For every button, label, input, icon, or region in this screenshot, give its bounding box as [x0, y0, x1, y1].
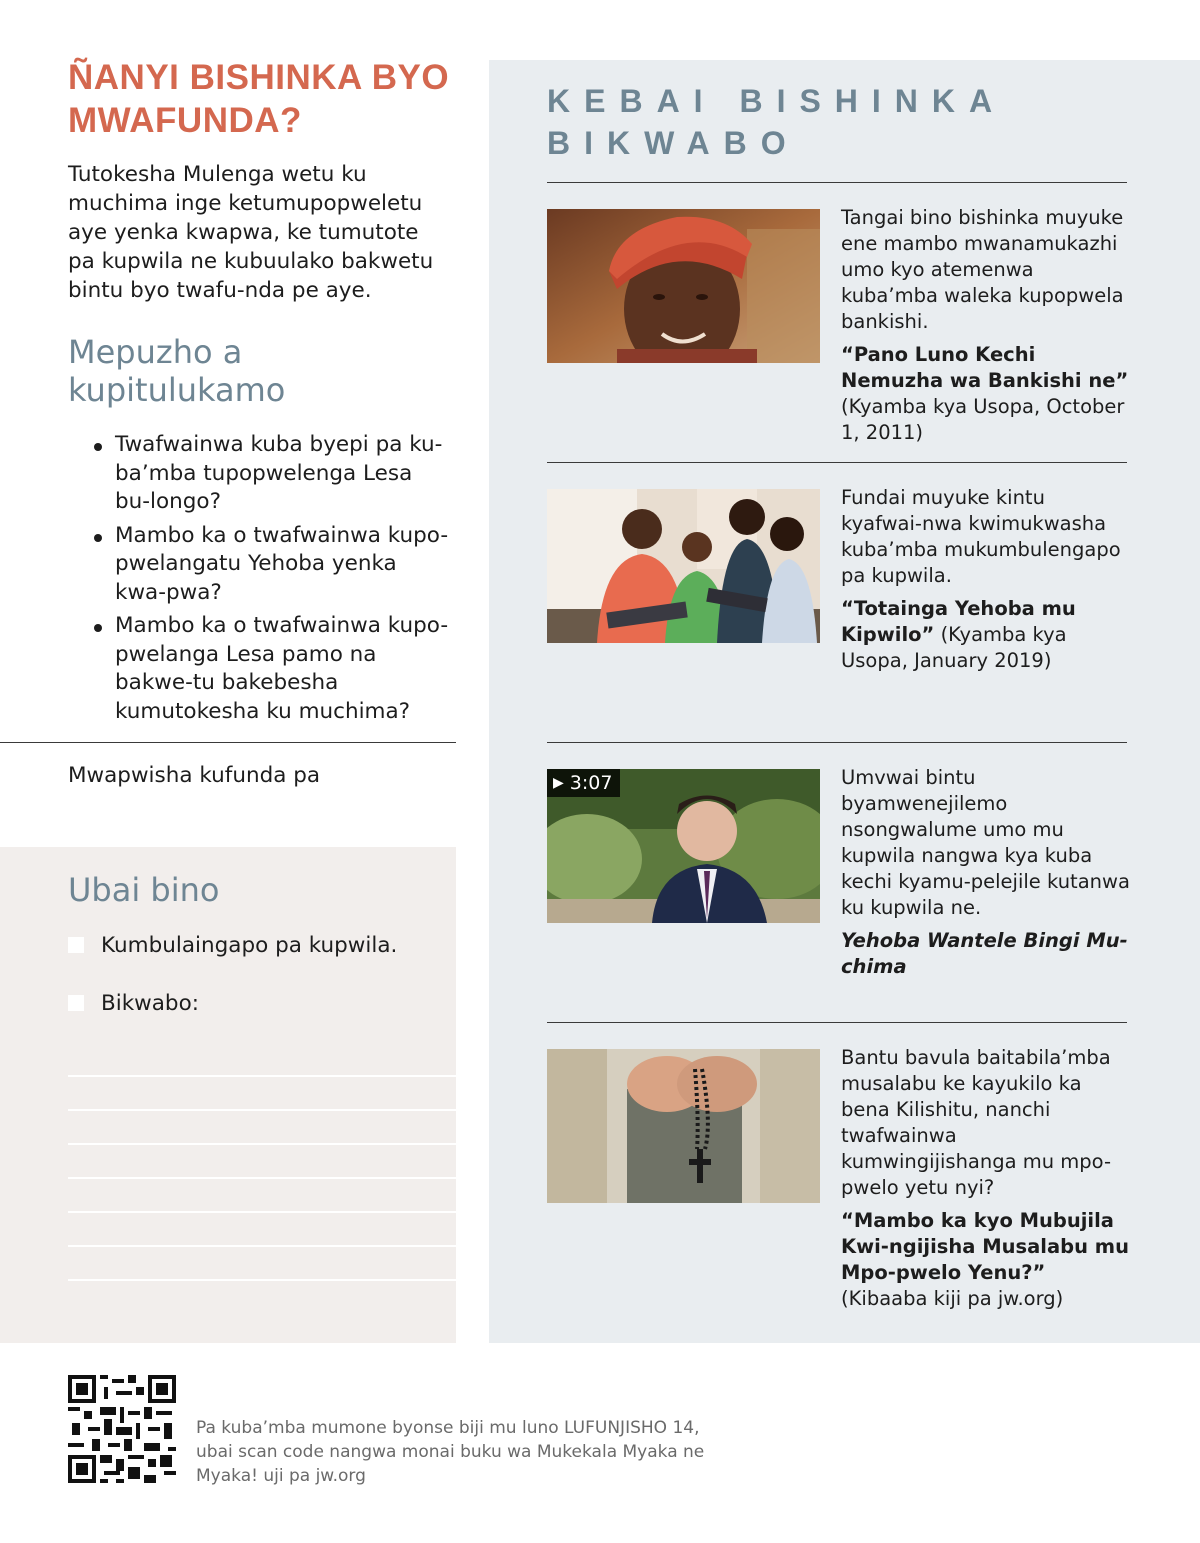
review-questions	[92, 431, 452, 731]
reference-title[interactable]: Yehoba Wantele Bingi Mu-chima	[841, 929, 1128, 978]
writing-line[interactable]	[68, 1279, 456, 1281]
reference-source: (Kyamba kya Usopa, January 2019)	[841, 623, 1067, 672]
divider	[547, 1022, 1127, 1023]
checkbox[interactable]	[68, 937, 84, 953]
review-question: Mambo ka o twafwainwa kupo-pwelangatu Yehoba yenka kwa-pwa?	[92, 522, 452, 608]
family-bible-study-photo[interactable]	[547, 489, 820, 643]
checklist-item-comment[interactable]	[68, 930, 397, 960]
card-description: Umvwai bintu byamwenejilemo nsongwalume umo mu kupwila nangwa kya kuba kechi kyamu-pelejile kutanwa ku kupwila ne.	[841, 766, 1130, 919]
divider	[0, 742, 456, 743]
card-reference[interactable]	[841, 1208, 1131, 1312]
divider	[547, 182, 1127, 183]
video-duration-badge[interactable]	[547, 769, 620, 797]
young-man-video-thumbnail[interactable]	[547, 769, 820, 923]
writing-line[interactable]	[68, 1245, 456, 1247]
writing-line[interactable]	[68, 1143, 456, 1145]
card-text	[841, 485, 1131, 674]
checkbox[interactable]	[68, 995, 84, 1011]
card-reference[interactable]	[841, 596, 1131, 674]
review-summary: Tutokesha Mulenga wetu ku muchima inge ketumupopweletu aye yenka kwapwa, ke tumutote pa kupwila ne kubuulako bakwetu bintu byo twafu-nda pe aye.	[68, 162, 434, 303]
reference-source: (Kibaaba kiji pa jw.org)	[841, 1287, 1064, 1310]
checklist-label: Bikwabo:	[101, 990, 199, 1016]
footer-note: Pa kuba’mba mumone byonse biji mu luno LUFUNJISHO 14, ubai scan code nangwa monai buku wa Mukekala Myaka ne Myaka! uji pa jw.org	[196, 1418, 705, 1486]
card-description: Fundai muyuke kintu kyafwai-nwa kwimukwasha kuba’mba mukumbulengapo pa kupwila.	[841, 486, 1121, 587]
elderly-woman-photo[interactable]	[547, 209, 820, 363]
writing-line[interactable]	[68, 1075, 456, 1077]
card-text	[841, 765, 1131, 980]
divider	[547, 742, 1127, 743]
review-question: Mambo ka o twafwainwa kupo-pwelanga Lesa pamo na bakwe-tu bakebesha kumutokesha ku muchima?	[92, 612, 452, 726]
completed-label: Mwapwisha kufunda pa	[68, 763, 321, 788]
review-title: ÑANYI BISHINKA BYO MWAFUNDA?	[68, 58, 450, 140]
do-this-panel	[0, 847, 456, 1343]
writing-line[interactable]	[68, 1109, 456, 1111]
reference-source: (Kyamba kya Usopa, October 1, 2011)	[841, 395, 1125, 444]
writing-line[interactable]	[68, 1211, 456, 1213]
reference-title[interactable]: “Pano Luno Kechi Nemuzha wa Bankishi ne”	[841, 343, 1129, 392]
reference-title[interactable]: “Totainga Yehoba mu Kipwilo”	[841, 597, 1076, 646]
qr-code-icon[interactable]	[68, 1375, 176, 1483]
review-question: Twafwainwa kuba byepi pa ku-ba’mba tupopwelenga Lesa bu-longo?	[92, 431, 452, 517]
explore-title: KEBAI BISHINKA BIKWABO	[547, 83, 1005, 161]
questions-heading: Mepuzho a kupitulukamo	[68, 333, 286, 409]
hands-rosary-photo[interactable]	[547, 1049, 820, 1203]
card-text	[841, 205, 1131, 446]
checklist-item-other[interactable]	[68, 988, 199, 1018]
writing-line[interactable]	[68, 1177, 456, 1179]
reference-title[interactable]: “Mambo ka kyo Mubujila Kwi-ngijisha Musalabu mu Mpo-pwelo Yenu?”	[841, 1209, 1129, 1284]
card-reference[interactable]	[841, 342, 1131, 446]
card-reference[interactable]	[841, 928, 1131, 980]
divider	[547, 462, 1127, 463]
card-description: Bantu bavula baitabila’mba musalabu ke kayukilo ka bena Kilishitu, nanchi twafwainwa kumwingijishanga mu mpo-pwelo yetu nyi?	[841, 1046, 1112, 1199]
checklist-label: Kumbulaingapo pa kupwila.	[101, 932, 398, 958]
play-icon[interactable]: ▶	[553, 775, 564, 791]
do-this-title: Ubai bino	[68, 871, 220, 909]
card-text	[841, 1045, 1131, 1312]
card-description: Tangai bino bishinka muyuke ene mambo mwanamukazhi umo kyo atemenwa kuba’mba waleka kupopwela bankishi.	[841, 206, 1124, 333]
video-duration: 3:07	[569, 772, 613, 794]
